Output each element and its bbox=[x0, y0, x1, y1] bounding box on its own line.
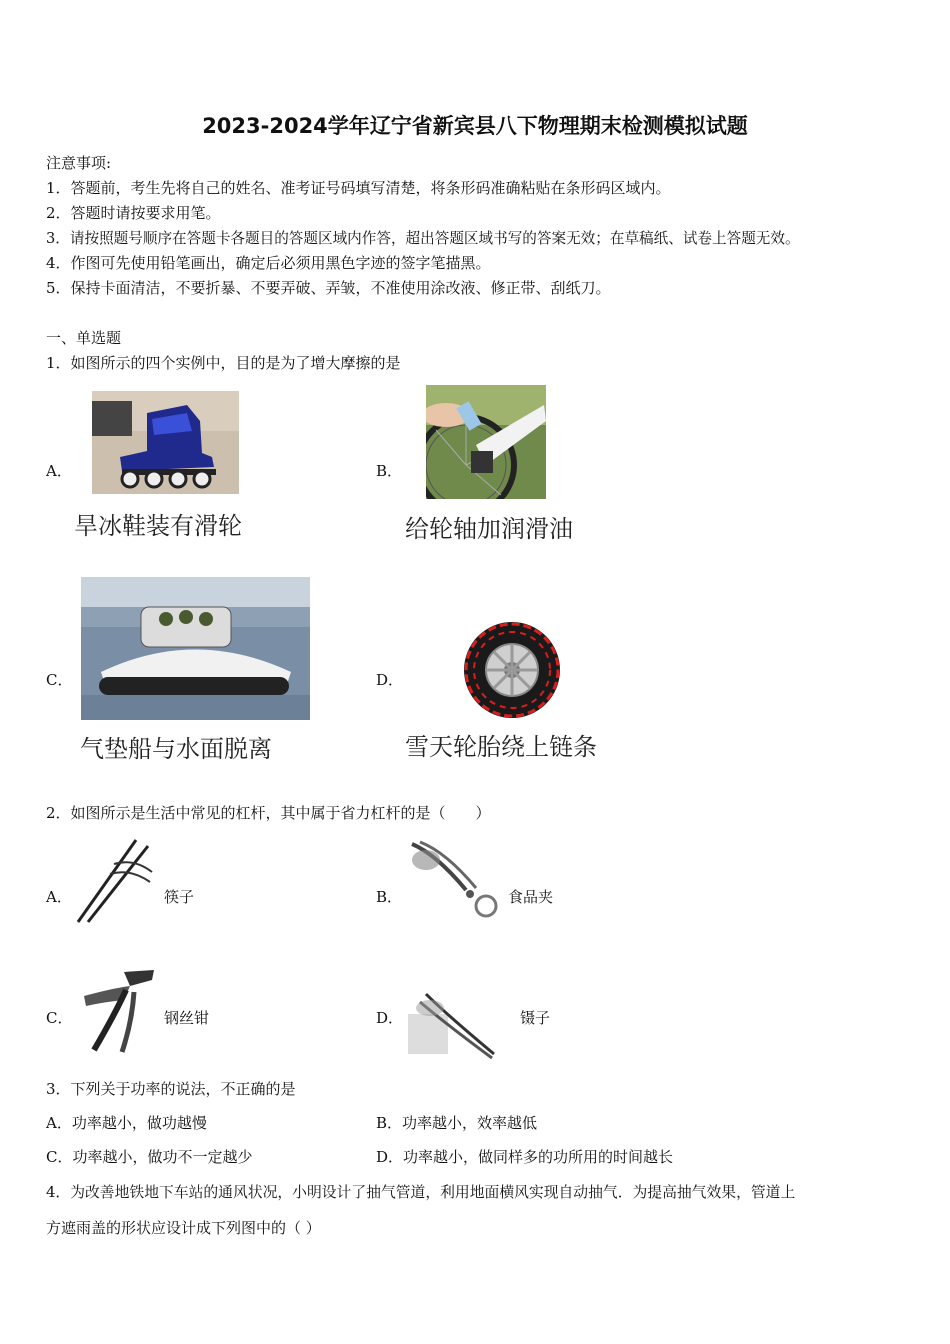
q1-option-b-caption: 给轮轴加润滑油 bbox=[405, 515, 573, 543]
q1-option-c-label: C． bbox=[46, 671, 73, 689]
q2-option-b-caption: 食品夹 bbox=[508, 888, 554, 906]
tweezers-image bbox=[406, 984, 498, 1060]
q2-option-d-caption: 镊子 bbox=[520, 1009, 551, 1027]
section-heading: 一、单选题 bbox=[46, 329, 122, 347]
page-title: 2023-2024学年辽宁省新宾县八下物理期末检测模拟试题 bbox=[202, 114, 748, 138]
notice-item: 3．请按照题号顺序在答题卡各题目的答题区域内作答，超出答题区域书写的答案无效；在草稿纸、试卷上答题无效。 bbox=[46, 230, 800, 247]
q1-option-a-label: A． bbox=[46, 462, 72, 480]
q2-option-a-label: A． bbox=[46, 888, 72, 906]
q3-option-b: B．功率越小，效率越低 bbox=[376, 1114, 538, 1132]
notice-item: 5．保持卡面清洁，不要折暴、不要弄破、弄皱，不准使用涂改液、修正带、刮纸刀。 bbox=[46, 279, 611, 297]
hovercraft-image bbox=[81, 577, 310, 720]
question-4-stem-line2: 方遮雨盖的形状应设计成下列图中的（ ） bbox=[46, 1219, 321, 1237]
rollerskate-image bbox=[92, 391, 239, 494]
notice-item: 4．作图可先使用铅笔画出，确定后必须用黑色字迹的签字笔描黑。 bbox=[46, 254, 491, 272]
notice-item: 2．答题时请按要求用笔。 bbox=[46, 204, 221, 222]
question-1-stem: 1．如图所示的四个实例中，目的是为了增大摩擦的是 bbox=[46, 354, 401, 372]
q3-option-d: D．功率越小，做同样多的功所用的时间越长 bbox=[376, 1148, 674, 1166]
question-2-stem: 2．如图所示是生活中常见的杠杆，其中属于省力杠杆的是（ ） bbox=[46, 804, 491, 822]
q1-option-d-label: D． bbox=[376, 671, 404, 689]
bicycle-wheel-image bbox=[426, 385, 546, 499]
pliers-image bbox=[74, 966, 158, 1056]
q1-option-b-label: B． bbox=[376, 462, 403, 480]
snow-chain-tire-image bbox=[461, 619, 563, 721]
chopsticks-image bbox=[74, 838, 156, 924]
q2-option-c-label: C． bbox=[46, 1009, 73, 1027]
q3-option-a: A．功率越小，做功越慢 bbox=[46, 1114, 207, 1132]
q1-option-c-caption: 气垫船与水面脱离 bbox=[80, 735, 272, 763]
notice-item: 1．答题前，考生先将自己的姓名、准考证号码填写清楚，将条形码准确粘贴在条形码区域内。 bbox=[46, 179, 671, 197]
q2-option-b-label: B． bbox=[376, 888, 403, 906]
question-3-stem: 3．下列关于功率的说法，不正确的是 bbox=[46, 1080, 296, 1098]
q1-option-a-caption: 旱冰鞋装有滑轮 bbox=[74, 512, 242, 540]
question-4-stem-line1: 4．为改善地铁地下车站的通风状况，小明设计了抽气管道，利用地面横风实现自动抽气．为提高抽气效果，管道上 bbox=[46, 1184, 796, 1201]
q2-option-d-label: D． bbox=[376, 1009, 404, 1027]
q2-option-a-caption: 筷子 bbox=[164, 888, 195, 906]
q2-option-c-caption: 钢丝钳 bbox=[164, 1009, 210, 1027]
q3-option-c: C．功率越小，做功不一定越少 bbox=[46, 1148, 253, 1166]
food-tongs-image bbox=[406, 840, 502, 924]
notice-heading: 注意事项: bbox=[46, 154, 112, 172]
q1-option-d-caption: 雪天轮胎绕上链条 bbox=[405, 733, 597, 761]
